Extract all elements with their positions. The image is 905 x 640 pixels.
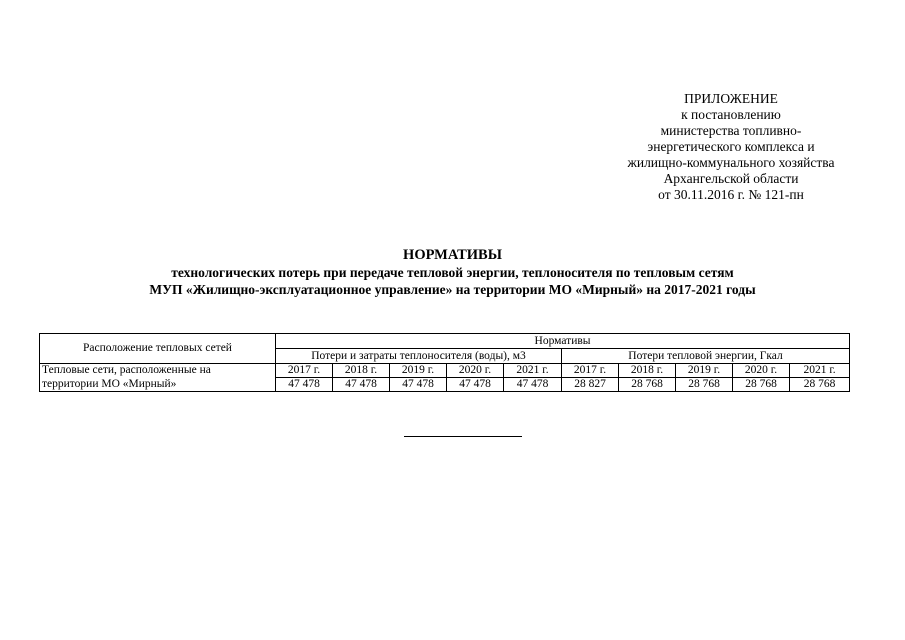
year-cell: 2017 г. xyxy=(276,364,333,378)
year-cell: 2020 г. xyxy=(733,364,790,378)
document-title xyxy=(0,247,905,298)
appendix-header xyxy=(590,91,872,203)
appendix-line: энергетического комплекса и xyxy=(647,139,815,154)
appendix-line: к постановлению xyxy=(681,107,781,122)
heat-losses-header-cell: Потери тепловой энергии, Гкал xyxy=(562,349,850,364)
heat-value-cell: 28 768 xyxy=(676,378,733,392)
location-cell-line2: территории МО «Мирный» xyxy=(40,378,276,392)
heat-value-cell: 28 768 xyxy=(619,378,676,392)
appendix-line: жилищно-коммунального хозяйства xyxy=(627,155,835,170)
norms-header-cell: Нормативы xyxy=(276,334,850,349)
water-value-cell: 47 478 xyxy=(447,378,504,392)
title-subheading-2: МУП «Жилищно-эксплуатационное управление» на территории МО «Мирный» на 2017-2021 годы xyxy=(149,282,756,297)
year-cell: 2021 г. xyxy=(504,364,562,378)
appendix-line: Архангельской области xyxy=(663,171,799,186)
table-row xyxy=(40,378,850,392)
appendix-date-line: от 30.11.2016 г. № 121-пн xyxy=(658,187,804,202)
year-cell: 2017 г. xyxy=(562,364,619,378)
title-heading: НОРМАТИВЫ xyxy=(403,247,502,263)
title-subheading: технологических потерь при передаче тепловой энергии, теплоносителя по тепловым сетям xyxy=(171,265,734,280)
year-cell: 2018 г. xyxy=(619,364,676,378)
heat-value-cell: 28 827 xyxy=(562,378,619,392)
table-header-row xyxy=(40,334,850,349)
year-cell: 2019 г. xyxy=(390,364,447,378)
table-row xyxy=(40,364,850,378)
norms-table xyxy=(39,333,850,392)
water-value-cell: 47 478 xyxy=(276,378,333,392)
water-value-cell: 47 478 xyxy=(333,378,390,392)
heat-value-cell: 28 768 xyxy=(733,378,790,392)
water-value-cell: 47 478 xyxy=(504,378,562,392)
year-cell: 2019 г. xyxy=(676,364,733,378)
year-cell: 2021 г. xyxy=(790,364,850,378)
heat-value-cell: 28 768 xyxy=(790,378,850,392)
water-value-cell: 47 478 xyxy=(390,378,447,392)
water-losses-header-cell: Потери и затраты теплоносителя (воды), м3 xyxy=(276,349,562,364)
year-cell: 2020 г. xyxy=(447,364,504,378)
location-cell-line1: Тепловые сети, расположенные на xyxy=(40,364,276,378)
closing-divider xyxy=(404,436,522,437)
year-cell: 2018 г. xyxy=(333,364,390,378)
location-header-cell: Расположение тепловых сетей xyxy=(40,334,276,364)
appendix-line: министерства топливно- xyxy=(660,123,802,138)
appendix-title: ПРИЛОЖЕНИЕ xyxy=(684,91,778,106)
